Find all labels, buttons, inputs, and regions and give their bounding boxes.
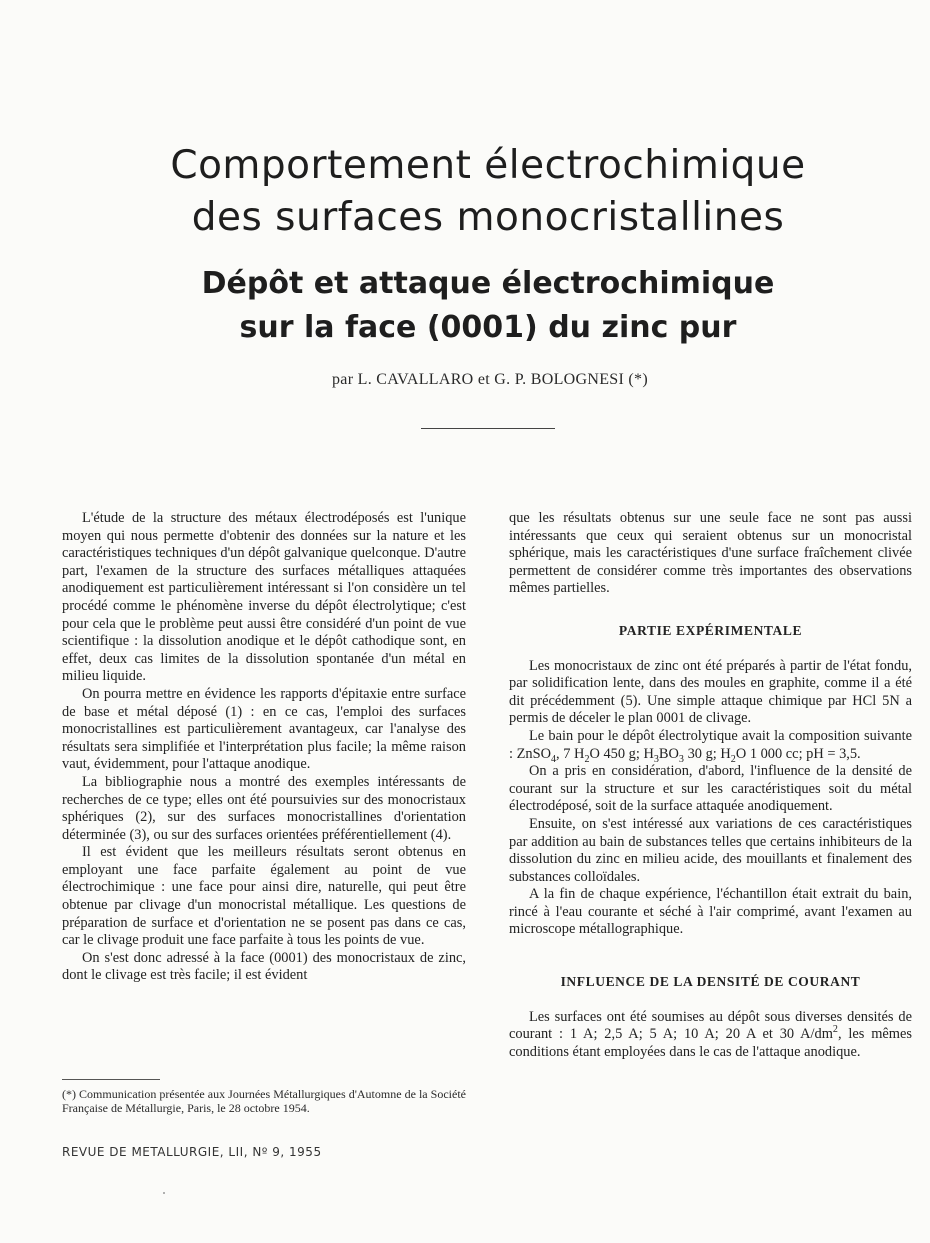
bath-text: Le bain pour le dépôt électrolytique avait la composition suivante : xyxy=(509,727,912,762)
right-column xyxy=(509,510,912,1061)
formula-text: BO xyxy=(658,745,679,762)
title-main xyxy=(0,140,930,244)
paragraph: L'étude de la structure des métaux électrodéposés est l'unique moyen qui nous permette d'obtenir des données sur la nature et les caractéristiques techniques d'un dépôt galvanique quelconque. D'autre part, l'examen de la structure des surfaces métalliques attaquées anodiquement est particulièrement intéressant si l'on considère un tel procédé comme le phénomène inverse du dépôt électrolytique; c'est pour cela que le problème peut aussi être considéré d'un point de vue scientifique : la dissolution anodique et le dépôt cathodique sont, en effet, deux cas limites de la dissolution spontanée d'un métal en milieu liquide. xyxy=(62,510,466,685)
subtitle-line-2: sur la face (0001) du zinc pur xyxy=(239,310,737,345)
current-density-paragraph xyxy=(509,1009,912,1062)
title-separator xyxy=(421,428,555,429)
formula-text: O 450 g; xyxy=(589,745,640,762)
page-speck xyxy=(163,1192,165,1194)
formula-text: O 1 000 cc; pH = 3,5. xyxy=(735,745,861,762)
formula-text: 30 g; xyxy=(687,745,717,762)
title-line-1: Comportement électrochimique xyxy=(170,143,806,188)
paragraph: On pourra mettre en évidence les rapports d'épitaxie entre surface de base et métal déposé (1) : en ce cas, l'emploi des surfaces monocristallines est particulièrement avantageux, car l'analyse des résultats sera simplifiée et l'interprétation plus facile; la même raison vaut, évidemment, pour l'attaque anodique. xyxy=(62,685,466,773)
paragraph-text: Les surfaces ont été soumises au dépôt sous diverses densités de courant : 1 A; 2,5 A; 5 A; 10 A; 20 A et 30 A/dm xyxy=(509,1008,912,1043)
paragraph: On s'est donc adressé à la face (0001) des monocristaux de zinc, dont le clivage est très facile; il est évident xyxy=(62,949,466,984)
paragraph: On a pris en considération, d'abord, l'influence de la densité de courant sur la structure et sur les caractéristiques soit du métal électrodéposé, soit de la surface attaquée anodiquement. xyxy=(509,763,912,815)
subscript: 3 xyxy=(678,753,684,765)
paragraph: A la fin de chaque expérience, l'échantillon était extrait du bain, rincé à l'eau courante et séché à l'air comprimé, avant l'examen au microscope métallographique. xyxy=(509,886,912,938)
formula-znso4: ZnSO xyxy=(516,745,551,762)
authors-byline: par L. CAVALLARO et G. P. BOLOGNESI (*) xyxy=(332,371,648,388)
section-heading-current-density: INFLUENCE DE LA DENSITÉ DE COURANT xyxy=(560,974,861,990)
paragraph: que les résultats obtenus sur une seule face ne sont pas aussi intéressants que ceux qui seraient obtenus sur un monocristal sphérique, mais les caractéristiques d'une surface fraîchement clivée permettent de considérer comme très importantes des observations mêmes partielles. xyxy=(509,510,912,597)
subscript: 2 xyxy=(584,753,590,765)
subtitle xyxy=(0,262,930,350)
paragraph: Les monocristaux de zinc ont été préparés à partir de l'état fondu, par solidification lente, dans des moules en graphite, comme il a été dit précédemment (5). Une simple attaque chimique par HCl 5N a permis de déceler le plan 0001 de clivage. xyxy=(509,657,912,727)
formula-h3bo3: H xyxy=(643,745,654,762)
title-line-2: des surfaces monocristallines xyxy=(191,195,785,240)
subtitle-line-1: Dépôt et attaque électrochimique xyxy=(201,266,775,301)
paragraph: Il est évident que les meilleurs résultats seront obtenus en employant une face parfaite également au point de vue électrochimique : une face pour ainsi dire, naturelle, qui peut être obtenue par clivage d'un monocristal métallique. Les questions de préparation de surface et d'orientation ne se posent pas dans ce cas, car le clivage produit une face parfaite à tous les points de vue. xyxy=(62,844,466,949)
paragraph: Ensuite, on s'est intéressé aux variations de ces caractéristiques par addition au bain de substances telles que certains inhibiteurs de la dissolution du zinc en milieu acide, des mouillants et finalement des substances colloïdales. xyxy=(509,815,912,885)
journal-footer: REVUE DE METALLURGIE, LII, Nº 9, 1955 xyxy=(62,1145,322,1159)
paragraph: La bibliographie nous a montré des exemples intéressants de recherches de ce type; elles ont été poursuivies sur des monocristaux sphériques (2), sur des surfaces monocristallines d'orientation déterminée (3), ou sur des surfaces orientées préférentiellement (4). xyxy=(62,773,466,843)
footnote: (*) Communication présentée aux Journées Métallurgiques d'Automne de la Société Française de Métallurgie, Paris, le 28 octobre 1954. xyxy=(62,1087,466,1115)
section-heading-experimental: PARTIE EXPÉRIMENTALE xyxy=(618,622,803,638)
footnote-rule xyxy=(62,1079,160,1080)
subscript: 4 xyxy=(551,753,557,765)
formula-water: H xyxy=(720,745,731,762)
left-column xyxy=(62,510,466,985)
formula-h2o: 7 H xyxy=(563,745,585,762)
subscript: 2 xyxy=(730,753,736,765)
bath-composition-paragraph: Le bain pour le dépôt électrolytique avait la composition suivante : ZnSO$_4$, 7 $H_2O$ 450 g; $H_3BO_3$ 30 g; $H_2O$ 1 000 cc; pH = 3,5. xyxy=(509,727,912,765)
subscript: 3 xyxy=(653,753,659,765)
superscript: 2 xyxy=(832,1024,838,1036)
paragraph-text: , les mêmes conditions étant employées dans le cas de l'attaque anodique. xyxy=(509,1026,912,1060)
